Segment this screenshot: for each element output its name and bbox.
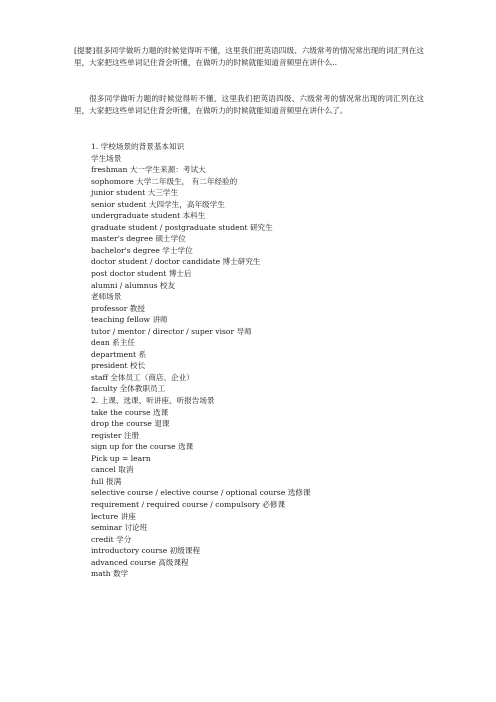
vocabulary-line: alumni / alumnus 校友 [91, 280, 176, 290]
vocabulary-line: professor 教授 [91, 303, 145, 313]
vocabulary-line: math 数学 [91, 569, 129, 579]
vocabulary-line: dean 系主任 [91, 338, 135, 348]
vocabulary-line: junior student 大三学生 [91, 188, 179, 198]
vocabulary-line: credit 学分 [91, 534, 132, 544]
vocabulary-line: faculty 全体教职员工 [91, 384, 166, 394]
vocabulary-line: cancel 取消 [91, 465, 134, 475]
vocabulary-line: advanced course 高级课程 [91, 557, 189, 567]
vocabulary-line: sophomore 大学二年级生， 有二年经验的 [91, 176, 238, 186]
vocabulary-line: president 校长 [91, 361, 146, 371]
vocabulary-line: bachelor's degree 学士学位 [91, 245, 193, 255]
vocabulary-line: 2. 上课、选课、听讲座、听报告场景 [91, 396, 215, 406]
vocabulary-line: doctor student / doctor candidate 博士研究生 [91, 257, 261, 267]
vocabulary-line: 学生场景 [91, 153, 122, 163]
vocabulary-line: 1. 学校场景的背景基本知识 [91, 142, 185, 151]
vocabulary-line: sign up for the course 选课 [91, 442, 194, 452]
vocabulary-line: graduate student / postgraduate student 研究生 [91, 222, 273, 232]
vocabulary-line: tutor / mentor / director / super visor 导师 [91, 326, 252, 336]
vocabulary-line: teaching fellow 讲师 [91, 315, 168, 325]
vocabulary-line: lecture 讲座 [91, 511, 136, 521]
vocabulary-line: full 报满 [91, 476, 122, 486]
vocabulary-line: master's degree 硕士学位 [91, 234, 186, 244]
vocabulary-line: introductory course 初级课程 [91, 546, 201, 556]
vocabulary-line: Pick up = learn [91, 453, 151, 463]
vocabulary-list [91, 141, 311, 580]
vocabulary-line: take the course 选课 [91, 407, 169, 417]
summary-paragraph: [提要]很多同学做听力题的时候觉得听不懂，这里我们把英语四级、六级常考的情况常出现的词汇列在这里，大家把这些单词记住背会听懂，在做听力的时候就能知道音频里在讲什么.. [74, 46, 424, 67]
vocabulary-line: freshman 大一学生来源：考试大 [91, 165, 206, 175]
vocabulary-line: drop the course 退课 [91, 419, 170, 429]
vocabulary-line: senior student 大四学生，高年级学生 [91, 199, 225, 209]
vocabulary-line: selective course / elective course / optional course 选修课 [91, 488, 311, 498]
intro-paragraph: 很多同学做听力题的时候觉得听不懂，这里我们把英语四级、六级常考的情况常出现的词汇列在这里，大家把这些单词记住背会听懂，在做听力的时候就能知道音频里在讲什么了。 [74, 94, 424, 115]
vocabulary-line: 老师场景 [91, 292, 122, 302]
vocabulary-line: requirement / required course / compulsory 必修课 [91, 499, 286, 509]
vocabulary-line: register 注册 [91, 430, 140, 440]
vocabulary-line: post doctor student 博士后 [91, 269, 192, 279]
vocabulary-line: department 系 [91, 349, 147, 359]
vocabulary-line: undergraduate student 本科生 [91, 211, 206, 221]
vocabulary-line: staff 全体员工（商店、企业） [91, 372, 194, 382]
vocabulary-line: seminar 讨论班 [91, 523, 148, 533]
